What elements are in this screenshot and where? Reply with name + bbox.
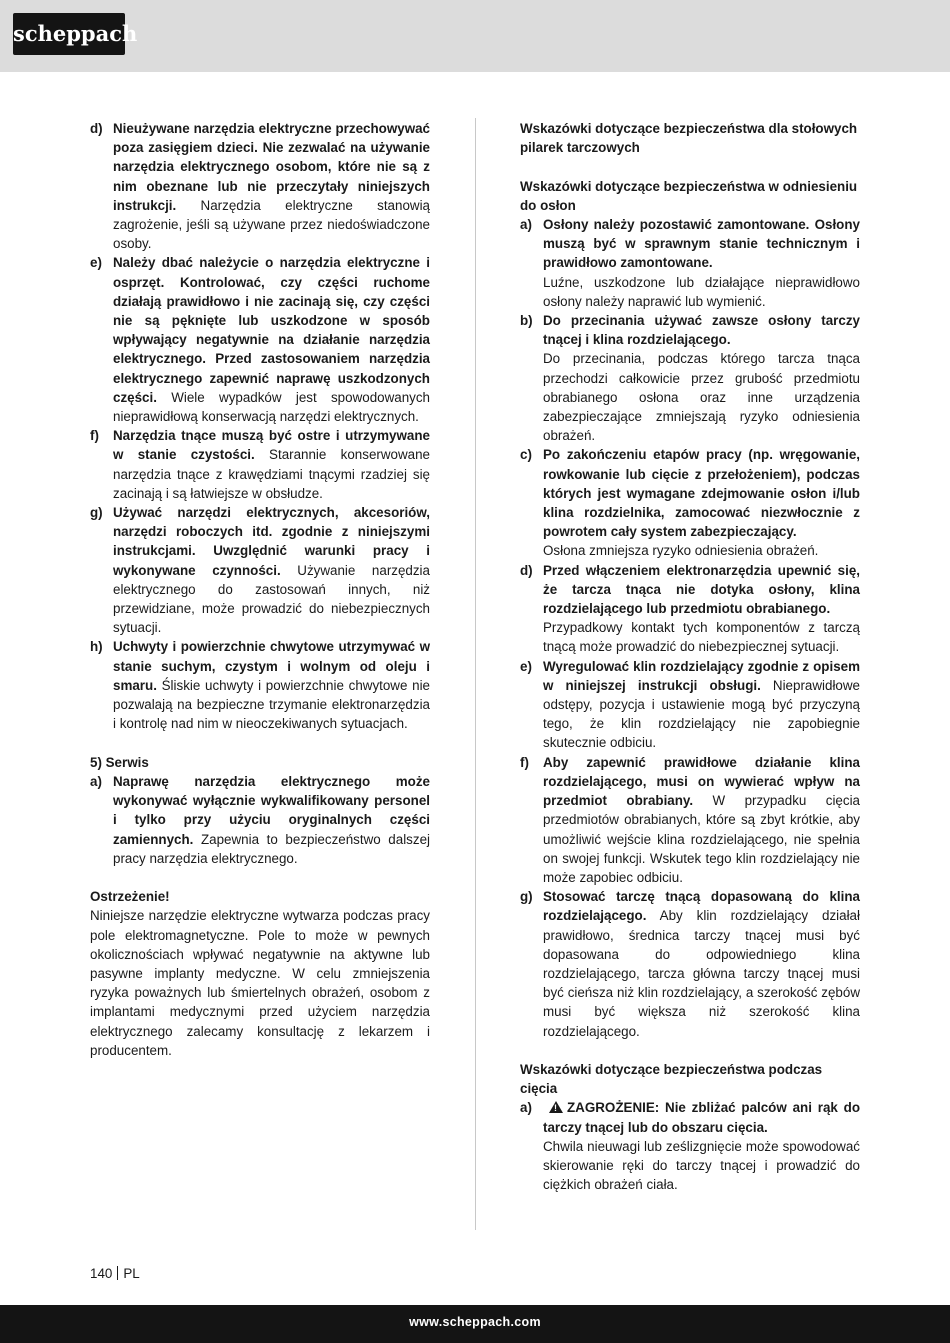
instruction-bold: Osłony należy pozostawić zamontowane. Osłony muszą być w sprawnym stanie technicznym i prawidłowo zamontowane. xyxy=(543,217,860,271)
instruction-text: W przypadku cięcia przedmiotów obrabianych, które są zbyt krótkie, aby umożliwić wejście klina rozdzielającego, nie spełnia on swojej funkcji. Wskutek tego klin rozdzielający nie może zapobiec odbiciu. xyxy=(543,793,860,885)
list-label: a) xyxy=(520,217,532,232)
instruction-bold: Stosować tarczę tnącą dopasowaną do klina rozdzielającego. xyxy=(543,889,860,924)
page-separator xyxy=(117,1266,118,1280)
warning-text: Niniejsze narzędzie elektryczne wytwarza podczas pracy pole elektromagnetyczne. Pole to może w pewnych okolicznościach wpływać negatywnie na aktywne lub pasywne implanty medyczne. W celu zmniejszenia ryzyka poważnych lub śmiertelnych obrażeń, osobom z implantami medycznymi przed użyciem narzędzia elektrycznego zalecamy konsultację z lekarzem i producentem. xyxy=(90,908,430,1058)
instruction-text: Śliskie uchwyty i powierzchnie chwytowe nie pozwalają na bezpieczne trzymanie elektronarzędzia i kontrolę nad nim w nieoczekiwanych sytuacjach. xyxy=(113,677,430,732)
website-link[interactable]: www.scheppach.com xyxy=(409,1315,541,1329)
list-item-service-a xyxy=(90,772,430,868)
list-item-f xyxy=(90,426,430,503)
section-heading-cutting: Wskazówki dotyczące bezpieczeństwa podczas cięcia xyxy=(520,1061,823,1097)
page-footer-number xyxy=(90,1266,140,1281)
list-label: b) xyxy=(520,313,533,329)
list-item-e xyxy=(90,253,430,426)
instruction-text: Wiele wypadków jest spowodowanych nieprawidłową konserwacją narzędzi elektrycznych. xyxy=(113,389,430,425)
instruction-bold: Narzędzia tnące muszą być ostre i utrzymywane w stanie czystości. xyxy=(113,428,430,463)
list-label: f) xyxy=(90,428,99,444)
instruction-text: Luźne, uszkodzone lub działające nieprawidłowo osłony należy naprawić lub wymienić. xyxy=(543,274,860,309)
page-number: 140 xyxy=(90,1266,113,1281)
instruction-text: Nieprawidłowe odstępy, pozycja i ustawienie mogą być przyczyną tego, że klin rozdzielający nie zapobiegnie skutecznie odbiciu. xyxy=(543,677,860,751)
instruction-bold: Po zakończeniu etapów pracy (np. wręgowanie, rowkowanie lub cięcie z przełożeniem), podczas których jest wymagane zdejmowanie osłon i/lub klina rozdzielnika, zamocować niezwłocznie z powrotem cały system zabezpieczający. xyxy=(543,447,860,540)
instruction-text: Do przecinania, podczas którego tarcza tnąca przechodzi całkowicie przez grubość przedmiotu obrabianego osłona oraz inne urządzenia zabezpieczające zmniejszają ryzyko odniesienia obrażeń. xyxy=(543,351,860,444)
list-label: h) xyxy=(90,639,103,655)
instruction-bold: Aby zapewnić prawidłowe działanie klina rozdzielającego, musi on wywierać wpływ na przedmiot obrabiany. xyxy=(543,754,860,809)
list-item-d xyxy=(520,561,860,657)
list-label: a) xyxy=(520,1100,532,1116)
instruction-bold: Do przecinania używać zawsze osłony tarczy tnącej i klina rozdzielającego. xyxy=(543,313,860,348)
instruction-text: Aby klin rozdzielający działał prawidłowo, średnica tarczy tnącej musi być dopasowana do odpowiedniego klina rozdzielającego, tarcza główna tarczy tnącej musi być cieńsza niż klin rozdzielający, a szerokość zębów musi być większa niż szerokość klina rozdzielającego. xyxy=(543,908,860,1039)
instruction-bold: Nieużywane narzędzia elektryczne przechowywać poza zasięgiem dzieci. Nie zezwalać na używanie narzędzia elektrycznego osobom, które nie są z nim obeznane lub nie przeczytały niniejszych instrukcji. xyxy=(113,121,430,213)
list-label: d) xyxy=(90,121,103,136)
instruction-text: Narzędzia elektryczne stanowią zagrożenie, jeśli są używane przez niedoświadczone osoby. xyxy=(113,197,430,252)
list-item-cut-a xyxy=(520,1098,860,1194)
list-item-g xyxy=(90,503,430,637)
language-code: PL xyxy=(123,1266,140,1281)
warning-heading: Ostrzeżenie! xyxy=(90,889,170,905)
instruction-bold: Przed włączeniem elektronarzędzia upewnić się, że tarcza tnąca nie dotyka osłony, klina rozdzielającego lub przedmiotu obrabianego. xyxy=(543,562,860,617)
left-column xyxy=(90,119,430,1060)
section-heading-guards: Wskazówki dotyczące bezpieczeństwa w odniesieniu do osłon xyxy=(520,178,858,213)
instruction-bold: Należy dbać należycie o narzędzia elektryczne i osprzęt. Kontrolować, czy części ruchome działają prawidłowo i nie zacinają się, czy części nie są pęknięte lub uszkodzone w sposób wpływający negatywnie na działanie narzędzia elektrycznego. Przed zastosowaniem narzędzia elektrycznego zapewnić naprawę uszkodzonych części. xyxy=(113,255,430,405)
instruction-bold: Uchwyty i powierzchnie chwytowe utrzymywać w stanie suchym, czystym i wolnym od oleju i smaru. xyxy=(113,639,430,693)
list-label: a) xyxy=(90,773,102,789)
instruction-bold-row xyxy=(543,1098,860,1136)
instruction-text: Używanie narzędzia elektrycznego do zastosowań innych, niż przewidziane, może prowadzić do niebezpiecznych sytuacji. xyxy=(113,562,430,636)
list-item-c xyxy=(520,445,860,560)
list-item-a xyxy=(520,215,860,311)
warning-triangle-icon xyxy=(549,1101,563,1113)
header-bar xyxy=(0,0,950,72)
footer-bar xyxy=(0,1305,950,1343)
list-item-d xyxy=(90,119,430,253)
section-heading-table-saw: Wskazówki dotyczące bezpieczeństwa dla stołowych pilarek tarczowych xyxy=(520,121,858,156)
list-item-b xyxy=(520,311,860,445)
list-item-g xyxy=(520,887,860,1041)
instruction-bold: Wyregulować klin rozdzielający zgodnie z opisem w niniejszej instrukcji obsługi. xyxy=(543,658,860,693)
column-divider xyxy=(475,118,476,1230)
instruction-bold: ZAGROŻENIE: Nie zbliżać palców ani rąk do tarczy tnącej lub do obszaru cięcia. xyxy=(543,1100,860,1135)
instruction-text: Przypadkowy kontakt tych komponentów z tarczą tnącą może prowadzić do niebezpiecznej sytuacji. xyxy=(543,620,860,655)
list-label: g) xyxy=(90,505,103,521)
section-heading-service: 5) Serwis xyxy=(90,754,149,770)
list-item-f xyxy=(520,753,860,887)
list-label: e) xyxy=(520,658,532,674)
list-label: e) xyxy=(90,255,102,271)
instruction-text: Chwila nieuwagi lub ześlizgnięcie może spowodować skierowanie ręki do tarczy tnącej i prowadzić do ciężkich obrażeń ciała. xyxy=(543,1138,860,1193)
list-label: g) xyxy=(520,889,533,905)
right-column xyxy=(520,119,860,1194)
brand-logo: scheppach xyxy=(13,13,125,55)
list-label: d) xyxy=(520,562,533,578)
instruction-bold: Naprawę narzędzia elektrycznego może wykonywać wyłącznie wykwalifikowany personel i tylko przy użyciu oryginalnych części zamiennych. xyxy=(113,773,430,847)
instruction-text: Starannie konserwowane narzędzia tnące z krawędziami tnącymi rzadziej się zacinają i są łatwiejsze w obsłudze. xyxy=(113,447,430,501)
instruction-bold: Używać narzędzi elektrycznych, akcesoriów, narzędzi roboczych itd. zgodnie z niniejszymi instrukcjami. Uwzględnić warunki pracy i wykonywane czynności. xyxy=(113,505,430,578)
list-item-h xyxy=(90,637,430,733)
list-label: c) xyxy=(520,447,532,463)
instruction-text: Osłona zmniejsza ryzyko odniesienia obrażeń. xyxy=(543,543,819,559)
instruction-text: Zapewnia to bezpieczeństwo dalszej pracy narzędzia elektrycznego. xyxy=(113,831,430,866)
list-label: f) xyxy=(520,754,529,770)
list-item-e xyxy=(520,657,860,753)
